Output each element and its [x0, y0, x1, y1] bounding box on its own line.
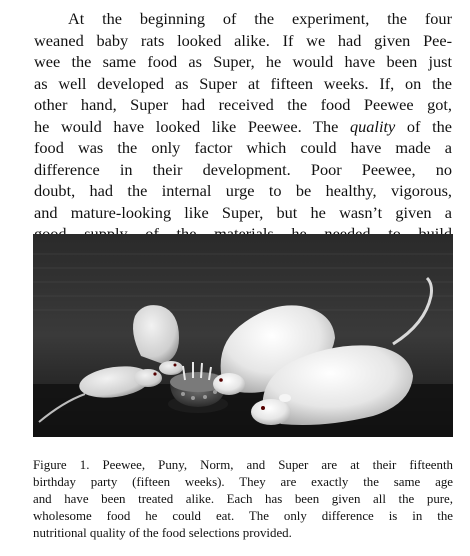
- caption-line: wholesome food he could eat. The only difference is in the: [33, 509, 453, 523]
- text-line: as well developed as Super at fifteen weeks. If, on the: [34, 73, 452, 93]
- text-line: and mature-looking like Super, but he wasn’t given a: [34, 202, 452, 222]
- text-line: wee the same food as Super, he would have been just: [34, 52, 452, 71]
- body-paragraph: [34, 8, 452, 245]
- italic-word: quality: [350, 116, 396, 136]
- caption-line: birthday party (fifteen weeks). They are exactly the same age: [33, 475, 453, 489]
- text-line: other hand, Super had received the food Peewee got,: [34, 95, 452, 114]
- caption-line: Figure 1. Peewee, Puny, Norm, and Super are at their fifteenth: [33, 458, 453, 472]
- rats-photo-illustration: [33, 234, 453, 437]
- text-line: doubt, had the internal urge to be healthy, vigorous,: [34, 181, 452, 200]
- text-line: At the beginning of the experiment, the four: [68, 9, 452, 28]
- text-segment: he would have looked like Peewee. The: [34, 116, 350, 136]
- rats-photo: [33, 234, 453, 437]
- text-line: difference in their development. Poor Peewee, no: [34, 159, 452, 179]
- caption-line: and have been treated alike. Each has been given all the pure,: [33, 492, 453, 506]
- text-line: [34, 116, 452, 138]
- figure-caption: [33, 457, 453, 542]
- text-segment: of the: [395, 116, 452, 136]
- caption-line: nutritional quality of the food selections provided.: [33, 526, 292, 540]
- text-line: food was the only factor which could have made a: [34, 138, 452, 157]
- text-line: weaned baby rats looked alike. If we had given Pee-: [34, 30, 452, 50]
